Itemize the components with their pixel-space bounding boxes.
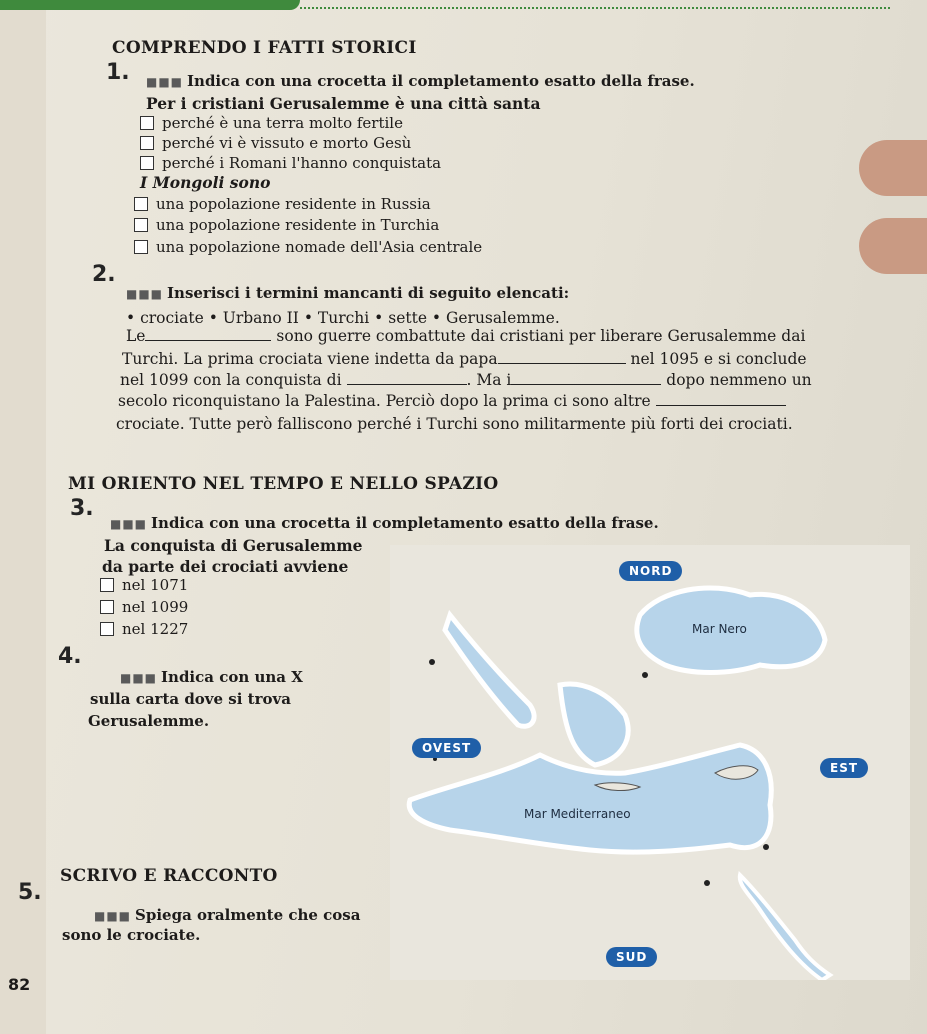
exercise-2-instruction <box>126 284 569 302</box>
page-margin <box>0 0 46 1034</box>
option-row[interactable] <box>140 134 411 152</box>
label-mar-mediterraneo: Mar Mediterraneo <box>524 807 631 821</box>
text-fragment: Turchi. La prima crociata viene indetta da papa <box>122 350 498 368</box>
instruction-text: Indica con una crocetta il completamento esatto della frase. <box>151 514 659 532</box>
difficulty-dots: ■■■ <box>120 671 158 685</box>
question-text: Per i cristiani Gerusalemme è una città santa <box>146 94 541 113</box>
city-dot <box>763 844 769 850</box>
question-text: da parte dei crociati avviene <box>102 557 349 576</box>
exercise-4-instruction <box>120 668 303 686</box>
exercise-number: 3. <box>70 496 94 521</box>
difficulty-dots: ■■■ <box>126 287 164 301</box>
difficulty-dots: ■■■ <box>110 517 148 531</box>
finger-shape <box>859 218 927 274</box>
label-mar-nero: Mar Nero <box>692 622 747 636</box>
text-fragment: . Ma i <box>466 371 512 389</box>
instruction-text: Indica con una X <box>161 668 303 686</box>
option-row[interactable] <box>140 154 441 172</box>
instruction-text: Indica con una crocetta il completamento esatto della frase. <box>187 72 695 90</box>
blank-field[interactable] <box>498 350 626 364</box>
exercise-number: 5. <box>18 880 42 905</box>
option-label: nel 1227 <box>122 620 189 638</box>
city-dot <box>642 672 648 678</box>
text-fragment: sono guerre combattute dai cristiani per liberare Gerusalemme dai <box>276 327 806 345</box>
option-label: nel 1099 <box>122 598 189 616</box>
instruction-text: Gerusalemme. <box>88 712 210 730</box>
page-number: 82 <box>8 975 31 994</box>
text-line <box>126 327 805 345</box>
option-label: perché i Romani l'hanno conquistata <box>162 154 442 172</box>
option-label: una popolazione residente in Russia <box>156 195 431 213</box>
option-row[interactable] <box>134 238 482 256</box>
compass-sud: SUD <box>606 947 657 967</box>
section-title-mi-oriento: MI ORIENTO NEL TEMPO E NELLO SPAZIO <box>68 474 499 494</box>
exercise-number: 2. <box>92 262 116 287</box>
blank-field[interactable] <box>347 371 467 385</box>
city-dot <box>429 659 435 665</box>
text-line <box>118 392 786 410</box>
exercise-1-instruction <box>146 72 695 90</box>
instruction-text: Spiega oralmente che cosa <box>135 906 361 924</box>
checkbox[interactable] <box>100 600 114 614</box>
checkbox[interactable] <box>140 116 154 130</box>
option-row[interactable] <box>140 114 403 132</box>
text-fragment: dopo nemmeno un <box>666 371 812 389</box>
compass-nord: NORD <box>619 561 682 581</box>
checkbox[interactable] <box>100 578 114 592</box>
dotted-border <box>300 7 890 9</box>
option-row[interactable] <box>134 195 431 213</box>
checkbox[interactable] <box>134 218 148 232</box>
exercise-number: 1. <box>106 60 130 85</box>
green-header-tab <box>0 0 300 10</box>
text-line <box>122 350 807 368</box>
checkbox[interactable] <box>134 240 148 254</box>
option-row[interactable] <box>100 576 188 594</box>
compass-est: EST <box>820 758 868 778</box>
terms-list: • crociate • Urbano II • Turchi • sette • Gerusalemme. <box>126 309 560 327</box>
instruction-text: sono le crociate. <box>62 926 201 944</box>
question-text: La conquista di Gerusalemme <box>104 536 363 555</box>
difficulty-dots: ■■■ <box>146 75 184 89</box>
blank-field[interactable] <box>656 392 786 406</box>
option-label: perché è una terra molto fertile <box>162 114 403 132</box>
exercise-number: 4. <box>58 644 82 669</box>
option-row[interactable] <box>100 598 188 616</box>
checkbox[interactable] <box>100 622 114 636</box>
section-title-comprendo: COMPRENDO I FATTI STORICI <box>112 38 417 58</box>
text-fragment: Le <box>126 327 146 345</box>
text-line <box>120 371 812 389</box>
instruction-text: sulla carta dove si trova <box>90 690 291 708</box>
option-row[interactable] <box>100 620 188 638</box>
checkbox[interactable] <box>140 156 154 170</box>
exercise-5-instruction <box>94 906 360 924</box>
section-title-scrivo: SCRIVO E RACCONTO <box>60 866 278 886</box>
finger-shape <box>859 140 927 196</box>
text-fragment: secolo riconquistano la Palestina. Perciò dopo la prima ci sono altre <box>118 392 651 410</box>
compass-ovest: OVEST <box>412 738 481 758</box>
text-fragment: nel 1095 e si conclude <box>630 350 807 368</box>
option-label: nel 1071 <box>122 576 189 594</box>
option-label: una popolazione nomade dell'Asia centrale <box>156 238 483 256</box>
option-label: una popolazione residente in Turchia <box>156 216 440 234</box>
option-label: perché vi è vissuto e morto Gesù <box>162 134 412 152</box>
checkbox[interactable] <box>140 136 154 150</box>
text-fragment: nel 1099 con la conquista di <box>120 371 342 389</box>
exercise-3-instruction <box>110 514 659 532</box>
text-line: crociate. Tutte però falliscono perché i Turchi sono militarmente più forti dei crociati. <box>116 415 793 433</box>
question-text: I Mongoli sono <box>140 173 271 192</box>
blank-field[interactable] <box>511 371 661 385</box>
mediterranean-map[interactable] <box>390 545 910 980</box>
city-dot <box>704 880 710 886</box>
difficulty-dots: ■■■ <box>94 909 132 923</box>
blank-field[interactable] <box>145 327 271 341</box>
checkbox[interactable] <box>134 197 148 211</box>
instruction-text: Inserisci i termini mancanti di seguito elencati: <box>167 284 570 302</box>
option-row[interactable] <box>134 216 439 234</box>
